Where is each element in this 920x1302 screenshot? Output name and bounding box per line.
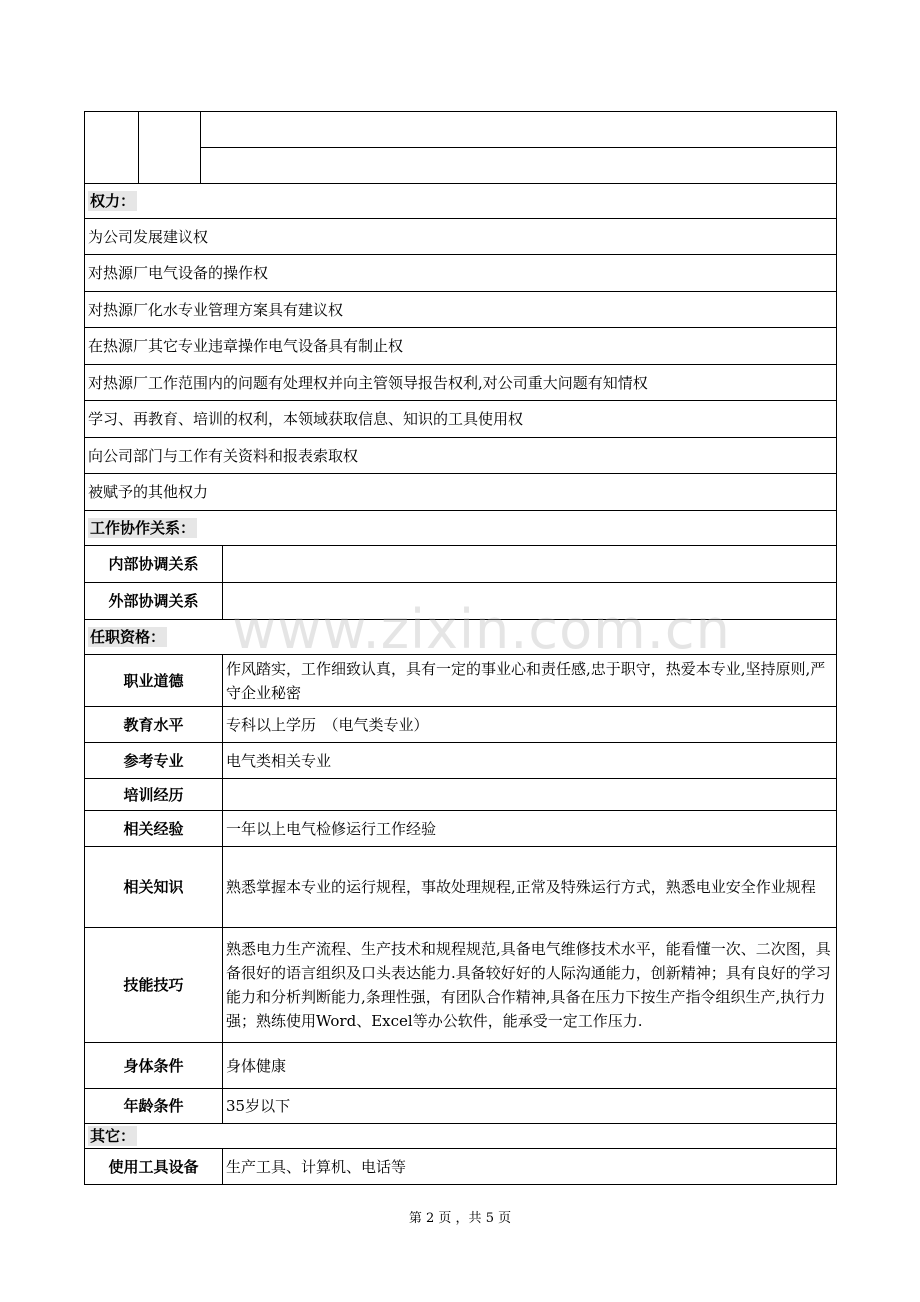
qualification-label: 身体条件: [85, 1043, 223, 1089]
section-cooperation: 工作协作关系：: [85, 511, 837, 546]
qualification-value: 电气类相关专业: [223, 743, 837, 779]
external-relations-label: 外部协调关系: [85, 583, 223, 620]
power-item: 对热源厂化水专业管理方案具有建议权: [85, 292, 837, 328]
internal-relations-label: 内部协调关系: [85, 546, 223, 583]
watermark: www.zixin.com.cn: [232, 598, 731, 661]
qualification-label: 相关知识: [85, 847, 223, 928]
qualification-value: 作风踏实，工作细致认真，具有一定的事业心和责任感,忠于职守，热爱本专业,坚持原则,严守企业秘密: [223, 655, 837, 707]
page-footer: 第 2 页 ，共 5 页: [408, 1211, 512, 1226]
power-item: 被赋予的其他权力: [85, 474, 837, 511]
qualification-value: 一年以上电气检修运行工作经验: [223, 811, 837, 847]
power-item: 在热源厂其它专业违章操作电气设备具有制止权: [85, 328, 837, 365]
section-qualification: 任职资格：: [85, 620, 837, 655]
qualification-label: 参考专业: [85, 743, 223, 779]
qualification-value: 身体健康: [223, 1043, 837, 1089]
qualification-value: 35岁以下: [223, 1089, 837, 1124]
document-page: [84, 111, 836, 1185]
job-description-table: [84, 111, 837, 1185]
power-item: 对热源厂工作范围内的问题有处理权并向主管领导报告权利,对公司重大问题有知情权: [85, 365, 837, 401]
power-item: 为公司发展建议权: [85, 219, 837, 255]
qualification-value: [223, 779, 837, 811]
tools-value: 生产工具、计算机、电话等: [223, 1149, 837, 1185]
top-row-1: [85, 112, 837, 148]
qualification-label: 培训经历: [85, 779, 223, 811]
top-cell-c1: [201, 112, 837, 148]
section-power: 权力：: [85, 184, 837, 219]
power-item: 对热源厂电气设备的操作权: [85, 255, 837, 292]
external-relations-value: [223, 583, 837, 620]
qualification-label: 职业道德: [85, 655, 223, 707]
qualification-value: 熟悉掌握本专业的运行规程，事故处理规程,正常及特殊运行方式，熟悉电业安全作业规程: [223, 847, 837, 928]
power-item: 向公司部门与工作有关资料和报表索取权: [85, 438, 837, 474]
section-other: 其它：: [85, 1124, 837, 1149]
qualification-label: 年龄条件: [85, 1089, 223, 1124]
qualification-label: 教育水平: [85, 707, 223, 743]
internal-relations-value: [223, 546, 837, 583]
top-cell-b: [139, 112, 201, 184]
qualification-value: 熟悉电力生产流程、生产技术和规程规范,具备电气维修技术水平，能看懂一次、二次图，具备很好的语言组织及口头表达能力.具备较好好的人际沟通能力，创新精神；具有良好的学习能力和分析判断能力,条理性强，有团队合作精神,具备在压力下按生产指令组织生产,执行力强；熟练使用Word、Excel等办公软件，能承受一定工作压力.: [223, 928, 837, 1043]
tools-label: 使用工具设备: [85, 1149, 223, 1185]
qualification-label: 相关经验: [85, 811, 223, 847]
qualification-value: 专科以上学历 （电气类专业）: [223, 707, 837, 743]
qualification-label: 技能技巧: [85, 928, 223, 1043]
top-cell-c2: [201, 148, 837, 184]
power-item: 学习、再教育、培训的权利，本领域获取信息、知识的工具使用权: [85, 401, 837, 438]
top-cell-a: [85, 112, 139, 184]
